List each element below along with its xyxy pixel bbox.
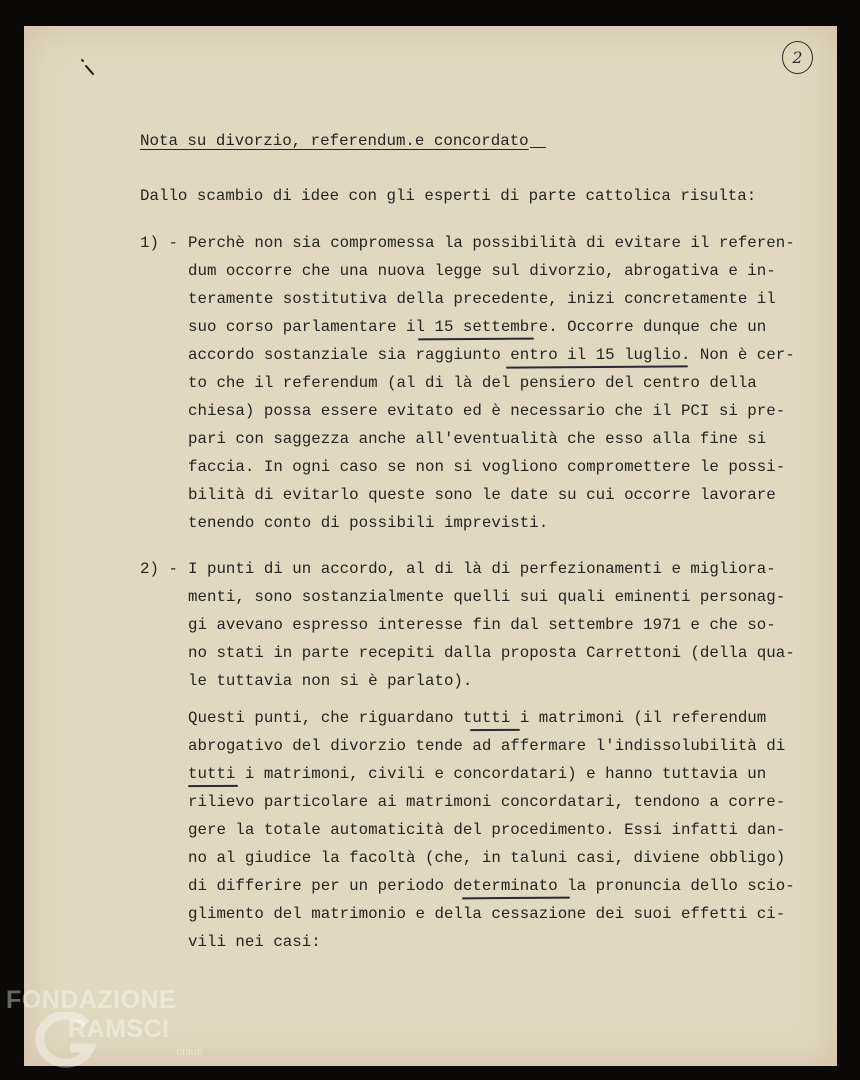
document-title: Nota su divorzio, referendum.e concordato — [140, 132, 529, 150]
text-line: le tuttavia non si è parlato). — [188, 672, 473, 690]
watermark-line-3: onlus — [176, 1046, 203, 1058]
text-line: vili nei casi: — [188, 933, 321, 951]
page-number-circled — [782, 41, 813, 74]
text-line: I punti di un accordo, al di là di perfezionamenti e migliora- — [188, 560, 776, 578]
text-line: di differire per un periodo determinato la pronuncia dello scio- — [188, 877, 795, 895]
text-line: accordo sostanziale sia raggiunto entro il 15 luglio. Non è cer- — [188, 346, 795, 364]
text-line: teramente sostitutiva della precedente, inizi concretamente il — [188, 290, 776, 308]
text-line: chiesa) possa essere evitato ed è necessario che il PCI si pre- — [188, 402, 786, 420]
text-line: tenendo conto di possibili imprevisti. — [188, 514, 549, 532]
underline-tutti — [188, 785, 238, 787]
text-line: gi avevano espresso interesse fin dal settembre 1971 e che so- — [188, 616, 776, 634]
text-line: Perchè non sia compromessa la possibilità di evitare il referen- — [188, 234, 795, 252]
page-number: 2 — [792, 48, 803, 67]
text-line: faccia. In ogni caso se non si vogliono compromettere le possi- — [188, 458, 786, 476]
text-line: dum occorre che una nuova legge sul divorzio, abrogativa e in- — [188, 262, 776, 280]
pencil-mark — [80, 58, 96, 78]
watermark-line-2: RAMSCI — [68, 1015, 170, 1043]
text-line: bilità di evitarlo queste sono le date su cui occorre lavorare — [188, 486, 776, 504]
intro-sentence: Dallo scambio di idee con gli esperti di parte cattolica risulta: — [140, 187, 757, 205]
text-line: Questi punti, che riguardano tutti i matrimoni (il referendum — [188, 709, 767, 727]
text-line: no al giudice la facoltà (che, in taluni casi, diviene obbligo) — [188, 849, 786, 867]
text-line: menti, sono sostanzialmente quelli sui quali eminenti personag- — [188, 588, 786, 606]
text-line: abrogativo del divorzio tende ad affermare l'indissolubilità di — [188, 737, 786, 755]
underline-tutti — [470, 729, 520, 731]
text-line: rilievo particolare ai matrimoni concordatari, tendono a corre- — [188, 793, 786, 811]
item-number: 2) - — [140, 560, 178, 578]
text-line: to che il referendum (al di là del pensiero del centro della — [188, 374, 757, 392]
watermark-line-1: FONDAZIONE — [6, 986, 177, 1014]
title-underline-extension — [530, 147, 546, 148]
text-line: suo corso parlamentare il 15 settembre. Occorre dunque che un — [188, 318, 767, 336]
text-line: no stati in parte recepiti dalla proposta Carrettoni (della qua- — [188, 644, 795, 662]
item-number: 1) - — [140, 234, 178, 252]
fondazione-gramsci-watermark — [6, 986, 212, 1072]
text-line: glimento del matrimonio e della cessazione dei suoi effetti ci- — [188, 905, 786, 923]
text-line: pari con saggezza anche all'eventualità che esso alla fine si — [188, 430, 767, 448]
text-line: tutti i matrimoni, civili e concordatari) e hanno tuttavia un — [188, 765, 767, 783]
text-line: gere la totale automaticità del procedimento. Essi infatti dan- — [188, 821, 786, 839]
